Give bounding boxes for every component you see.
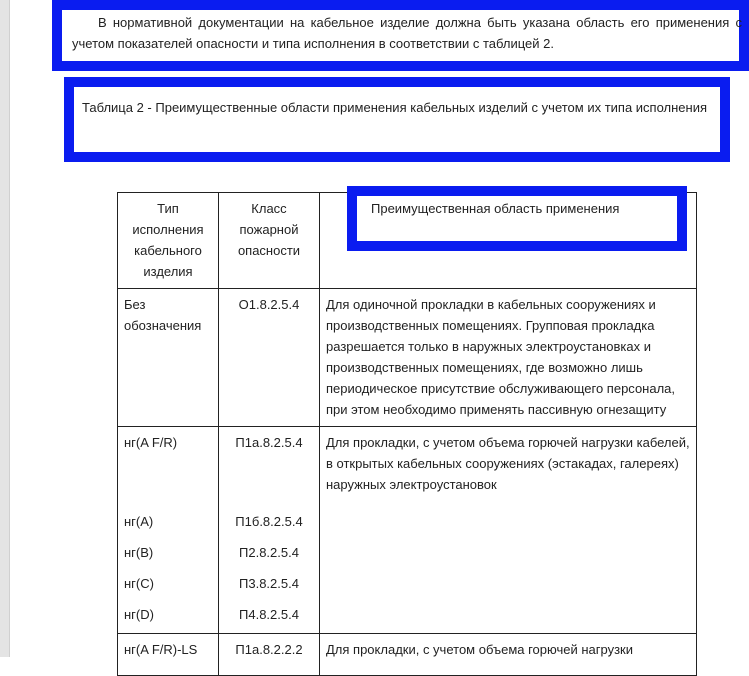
cell-type: нг(D) <box>124 607 154 622</box>
table-caption: Таблица 2 - Преимущественные области применения кабельных изделий с учетом их типа исполнения <box>82 100 708 115</box>
cell-type: нг(А) <box>124 514 154 529</box>
cell-area: Для прокладки, с учетом объема горючей нагрузки кабелей, в открытых кабельных сооружениях (эстакадах, галереях) наружных электроустановок <box>320 427 697 634</box>
cell-class: П4.8.2.5.4 <box>239 607 299 622</box>
highlight-caption <box>64 77 730 162</box>
cell-area: Для одиночной прокладки в кабельных сооружениях и производственных помещениях. Групповая прокладка разрешается только в наружных электроустановках и производственных помещениях, где возможно лишь периодическое присутствие обслуживающего персонала, при этом необходимо применять пассивную огнезащиту <box>320 289 697 427</box>
cell-type: Без обозначения <box>118 289 219 427</box>
cell-class: О1.8.2.5.4 <box>219 289 320 427</box>
intro-paragraph: В нормативной документации на кабельное изделие должна быть указана область его применения с учетом показателей опасности и типа исполнения в соответствии с таблицей 2. <box>72 15 742 51</box>
cell-class: П1б.8.2.5.4 <box>235 514 303 529</box>
cell-type: нг(С) <box>124 576 154 591</box>
cell-class: П1а.8.2.2.2 <box>219 634 320 676</box>
table-row <box>118 427 697 634</box>
cell-class: П2.8.2.5.4 <box>239 545 299 560</box>
cell-type: нг(В) <box>124 545 154 560</box>
cell-class: П1а.8.2.5.4 <box>235 435 303 450</box>
cable-application-table <box>117 192 697 676</box>
page-gutter <box>0 0 10 657</box>
cell-type: нг(A F/R) <box>124 435 178 450</box>
cell-type: нг(A F/R)-LS <box>118 634 219 676</box>
cell-type-group <box>118 427 219 634</box>
header-type: Тип исполнения кабельного изделия <box>118 193 219 289</box>
cell-class: П3.8.2.5.4 <box>239 576 299 591</box>
header-class: Класс пожарной опасности <box>219 193 320 289</box>
cell-class-group <box>219 427 320 634</box>
header-area-label: Преимущественная область применения <box>371 201 620 216</box>
table-row <box>118 289 697 427</box>
table-row <box>118 634 697 676</box>
cell-area: Для прокладки, с учетом объема горючей нагрузки <box>320 634 697 676</box>
